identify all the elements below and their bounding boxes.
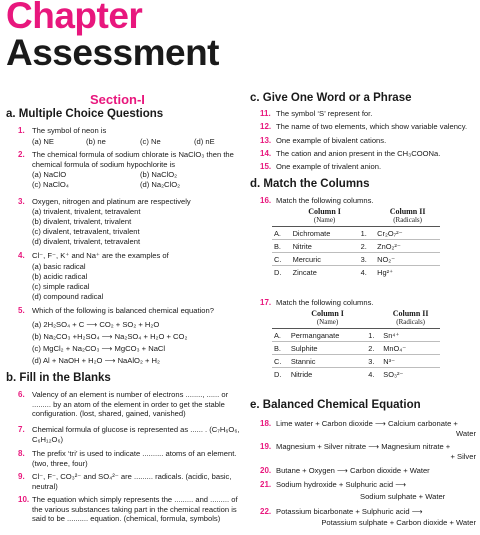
option-d: (d) Na₂ClO₂ [140, 180, 181, 189]
equation-line-1: Butane + Oxygen ⟶ Carbon dioxide + Water [276, 466, 430, 475]
equation-line-1: Lime water + Carbon dioxide ⟶ Calcium carbonate + [276, 419, 458, 428]
fill-blanks-heading: b. Fill in the Blanks [6, 372, 111, 384]
question-number: 18. [260, 419, 272, 428]
question-text: Cl⁻, F⁻, K⁺ and Na⁺ are the examples of [32, 251, 169, 260]
question-number: 13. [260, 136, 272, 145]
question-20 [260, 466, 476, 476]
option-c: (c) simple radical [32, 282, 90, 291]
question-22 [260, 507, 476, 527]
option-b: (b) divalent, trivalent, trivalent [32, 217, 132, 226]
option-c: (c) MgCl₂ + Na₂CO₃ ⟶ MgCO₃ + NaCl [32, 344, 166, 353]
question-9 [18, 472, 240, 494]
question-21 [260, 480, 476, 500]
option-d: (d) divalent, trivalent, tetravalent [32, 237, 141, 246]
question-15 [260, 162, 476, 172]
option-a: (a) trivalent, trivalent, tetravalent [32, 207, 141, 216]
question-14 [260, 149, 476, 159]
equation-line-2: + Silver [450, 452, 476, 461]
question-17 [260, 298, 476, 308]
equation-line-2: Sodium sulphate + Water [360, 492, 446, 501]
question-text: Match the following columns. [276, 298, 374, 307]
question-number: 16. [260, 196, 272, 205]
equation-line-2: Water [456, 429, 476, 438]
question-6 [18, 390, 240, 430]
question-7 [18, 425, 240, 447]
question-text: The symbol of neon is [32, 126, 107, 135]
question-number: 5. [18, 306, 25, 315]
question-number: 20. [260, 466, 272, 475]
question-number: 11. [260, 109, 271, 118]
question-1 [18, 126, 244, 146]
table-row: C. Mercuric 3. NO₂⁻ [272, 253, 440, 266]
option-a: (a) 2H₂SO₄ + C ⟶ CO₂ + SO₂ + H₂O [32, 320, 160, 329]
question-text: The prefix ‘tri’ is used to indicate .......... atoms of an element. (two, three, four) [32, 449, 237, 468]
column-1-header: Column I (Name) [291, 208, 359, 227]
question-11 [260, 109, 476, 119]
question-2 [18, 150, 240, 192]
assessment-heading: Assessment [6, 32, 220, 73]
question-text: The symbol ‘S’ represent for. [276, 109, 373, 118]
mcq-heading: a. Multiple Choice Questions [6, 108, 164, 120]
match-columns-heading: d. Match the Columns [250, 178, 370, 190]
question-number: 15. [260, 162, 272, 171]
question-19 [260, 442, 476, 462]
option-b: (b) Na₂CO₃ +H₂SO₄ ⟶ Na₂SO₄ + H₂O + CO₂ [32, 332, 188, 341]
question-number: 12. [260, 122, 272, 131]
column-2-header: Column II (Radicals) [381, 310, 440, 329]
option-a: (a) NE [32, 137, 54, 146]
option-b: (b) ne [86, 137, 106, 146]
question-text: Match the following columns. [276, 196, 374, 205]
question-text: The cation and anion present in the CH₃COONa. [276, 149, 441, 158]
question-text: Which of the following is balanced chemical equation? [32, 306, 214, 315]
option-a: (a) basic radical [32, 262, 86, 271]
question-number: 21. [260, 480, 272, 489]
option-b: (b) NaClO₂ [140, 170, 178, 179]
match-table-16 [272, 208, 440, 278]
option-c: (c) NaClO₄ [32, 180, 69, 189]
question-number: 10. [18, 495, 30, 504]
table-row: A. Permanganate 1. Sn⁴⁺ [272, 329, 440, 342]
equation-line-1: Sodium hydroxide + Sulphuric acid ⟶ [276, 480, 407, 489]
equation-line-2: Potassium sulphate + Carbon dioxide + Water [321, 518, 476, 527]
question-number: 22. [260, 507, 272, 516]
question-text: One example of trivalent anion. [276, 162, 382, 171]
option-d: (d) Al + NaOH + H₂O ⟶ NaAlO₂ + H₂ [32, 356, 160, 365]
balanced-equation-heading: e. Balanced Chemical Equation [250, 399, 421, 411]
table-row: B. Sulphite 2. MnO₄⁻ [272, 342, 440, 355]
chapter-heading: Chapter [6, 0, 143, 36]
section-title: Section-I [90, 92, 145, 107]
question-number: 7. [18, 425, 25, 434]
one-word-heading: c. Give One Word or a Phrase [250, 92, 412, 104]
table-row: A. Dichromate 1. Cr₂O₇²⁻ [272, 227, 440, 240]
question-13 [260, 136, 476, 146]
question-number: 8. [18, 449, 25, 458]
question-12 [260, 122, 476, 132]
question-number: 2. [18, 150, 25, 159]
option-d: (d) nE [194, 137, 215, 146]
question-number: 9. [18, 472, 25, 481]
option-c: (c) Ne [140, 137, 161, 146]
question-number: 4. [18, 251, 25, 260]
question-text: Chemical formula of glucose is represented as ...... . (C₇H₆O₆, C₆H₁₂O₆) [32, 425, 240, 444]
question-16 [260, 196, 476, 206]
column-2-header: Column II (Radicals) [375, 208, 440, 227]
table-row: D. Zincate 4. Hg²⁺ [272, 266, 440, 279]
question-text: The equation which simply represents the ......... and ......... of the various substances taking part in the chemical reaction is said to be .......... equation. (chemical, formula, symbols) [32, 495, 238, 524]
question-number: 19. [260, 442, 272, 451]
question-text: One example of bivalent cations. [276, 136, 387, 145]
question-5 [18, 306, 240, 364]
table-row: D. Nitride 4. SO₃²⁻ [272, 368, 440, 381]
question-text: Oxygen, nitrogen and platinum are respectively [32, 197, 191, 206]
table-row: B. Nitrite 2. ZnO₂²⁻ [272, 240, 440, 253]
question-number: 17. [260, 298, 272, 307]
match-table-17 [272, 310, 440, 380]
option-b: (b) acidic radical [32, 272, 88, 281]
option-a: (a) NaClO [32, 170, 67, 179]
question-text: Cl⁻, F⁻, CO₃²⁻ and SO₄²⁻ are ......... radicals. (acidic, basic, neutral) [32, 472, 232, 491]
question-10 [18, 495, 240, 535]
question-number: 14. [260, 149, 272, 158]
question-number: 3. [18, 197, 25, 206]
option-d: (d) compound radical [32, 292, 104, 301]
question-number: 1. [18, 126, 25, 135]
question-8 [18, 449, 240, 471]
table-row: C. Stannic 3. N³⁻ [272, 355, 440, 368]
question-text: The chemical formula of sodium chlorate is NaClO₃ then the chemical formula of sodium hypochlorite is [32, 150, 234, 169]
equation-line-1: Potassium bicarbonate + Sulphuric acid ⟶ [276, 507, 423, 516]
column-1-header: Column I (Name) [289, 310, 366, 329]
question-18 [260, 419, 476, 439]
question-4 [18, 251, 240, 301]
question-number: 6. [18, 390, 25, 399]
question-text: The name of two elements, which show variable valency. [276, 122, 468, 131]
question-text: Valency of an element is number of electrons ........, ...... or ......... by an atom of the element in order to get the stable configuration. (lost, shared, gained, vanished) [32, 390, 229, 419]
option-c: (c) divalent, tetravalent, trivalent [32, 227, 140, 236]
equation-line-1: Magnesium + Silver nitrate ⟶ Magnesium nitrate + [276, 442, 451, 451]
question-3 [18, 197, 240, 247]
